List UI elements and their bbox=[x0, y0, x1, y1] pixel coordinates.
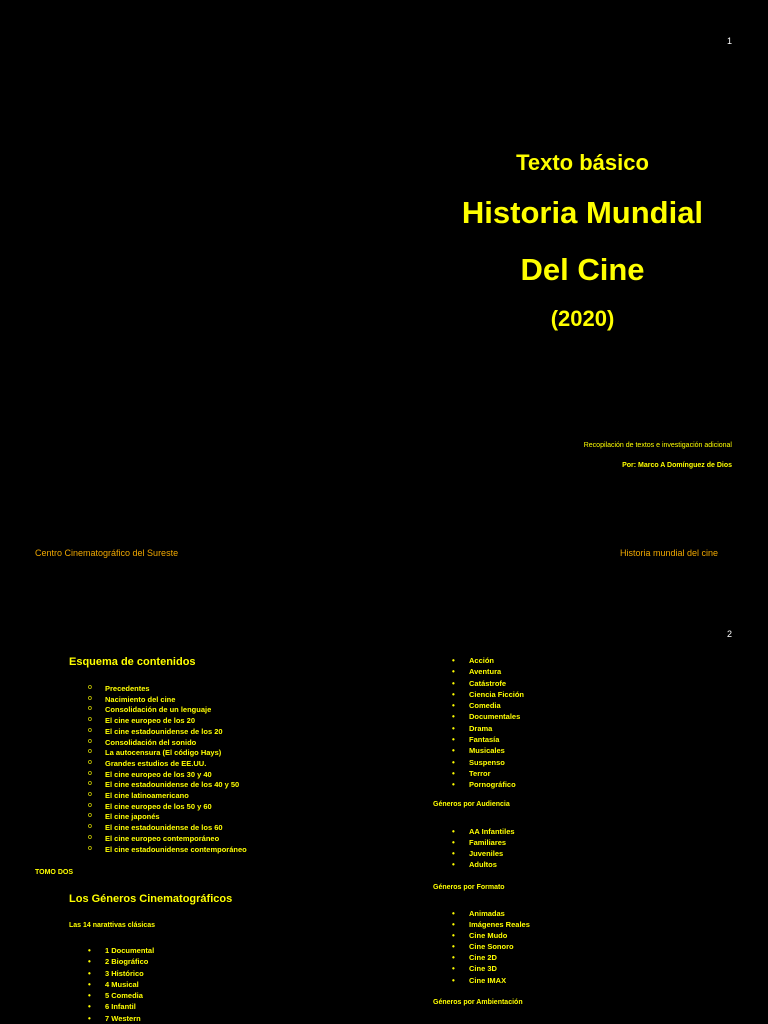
list-item: o Nacimiento del cine bbox=[88, 695, 247, 706]
list-item: • Fantasía bbox=[452, 734, 524, 745]
list-item: • Pornográfico bbox=[452, 779, 524, 790]
list-item: o El cine estadounidense de los 60 bbox=[88, 823, 247, 834]
cover-title-line2: Del Cine bbox=[520, 252, 645, 287]
list-item: • Cine Sonoro bbox=[452, 941, 530, 952]
list-item: • 6 Infantil bbox=[88, 1001, 154, 1012]
list-item: • Cine Mudo bbox=[452, 930, 530, 941]
list-item: • Animadas bbox=[452, 908, 530, 919]
list-item: o Grandes estudios de EE.UU. bbox=[88, 759, 247, 770]
audiencia-title: Géneros por Audiencia bbox=[433, 801, 510, 808]
list-item: o El cine latinoamericano bbox=[88, 791, 247, 802]
list-item: o El cine europeo de los 20 bbox=[88, 716, 247, 727]
list-item: o El cine estadounidense de los 40 y 50 bbox=[88, 780, 247, 791]
list-item: • Acción bbox=[452, 655, 524, 666]
cover-year: (2020) bbox=[550, 306, 615, 331]
list-item: • Cine IMAX bbox=[452, 975, 530, 986]
list-item: • Imágenes Reales bbox=[452, 919, 530, 930]
list-item: • 2 Biográfico bbox=[88, 956, 154, 967]
list-item: o El cine estadounidense contemporáneo bbox=[88, 845, 247, 856]
generos-title: Los Géneros Cinematográficos bbox=[69, 893, 233, 905]
list-item: o El cine europeo contemporáneo bbox=[88, 834, 247, 845]
list-item: • Drama bbox=[452, 723, 524, 734]
list-item: • Ciencia Ficción bbox=[452, 689, 524, 700]
cover-title-line1: Historia Mundial bbox=[461, 195, 704, 230]
list-item: o El cine japonés bbox=[88, 812, 247, 823]
formato-title: Géneros por Formato bbox=[433, 884, 505, 891]
list-item: o Precedentes bbox=[88, 684, 247, 695]
list-item: • AA Infantiles bbox=[452, 826, 515, 837]
list-item: o El cine europeo de los 30 y 40 bbox=[88, 770, 247, 781]
list-item: • Cine 3D bbox=[452, 963, 530, 974]
list-item: • 5 Comedia bbox=[88, 990, 154, 1001]
list-item: • Aventura bbox=[452, 666, 524, 677]
author-credit: Por: Marco A Domínguez de Dios bbox=[622, 462, 732, 469]
esquema-list bbox=[88, 684, 247, 855]
formato-list bbox=[452, 908, 530, 986]
list-item: o El cine estadounidense de los 20 bbox=[88, 727, 247, 738]
page-number: 2 bbox=[726, 629, 732, 639]
list-item: • Comedia bbox=[452, 700, 524, 711]
narrativas-title: Las 14 narattivas clásicas bbox=[69, 922, 156, 929]
narrativas-list bbox=[88, 945, 154, 1024]
list-item: • Juveniles bbox=[452, 848, 515, 859]
list-item: • Cine 2D bbox=[452, 952, 530, 963]
list-item: • 3 Histórico bbox=[88, 968, 154, 979]
page-number: 1 bbox=[726, 36, 732, 46]
list-item: o Consolidación de un lenguaje bbox=[88, 705, 247, 716]
list-item: • Familiares bbox=[452, 837, 515, 848]
list-item: • 4 Musical bbox=[88, 979, 154, 990]
list-item: • 7 Western bbox=[88, 1013, 154, 1024]
compilation-note: Recopilación de textos e investigación adicional bbox=[583, 442, 732, 449]
ambientacion-title: Géneros por Ambientación bbox=[433, 999, 523, 1006]
list-item: • Documentales bbox=[452, 711, 524, 722]
list-item: • Suspenso bbox=[452, 757, 524, 768]
contents-page bbox=[0, 575, 768, 1024]
list-item: o La autocensura (El código Hays) bbox=[88, 748, 247, 759]
footer-left: Centro Cinematográfico del Sureste bbox=[35, 548, 179, 558]
audiencia-list bbox=[452, 826, 515, 870]
esquema-title: Esquema de contenidos bbox=[69, 656, 196, 668]
list-item: • Adultos bbox=[452, 859, 515, 870]
cover-subtitle: Texto básico bbox=[516, 150, 649, 175]
list-item: o Consolidación del sonido bbox=[88, 738, 247, 749]
list-item: • Musicales bbox=[452, 745, 524, 756]
footer-right: Historia mundial del cine bbox=[619, 548, 718, 558]
list-item: • Catástrofe bbox=[452, 678, 524, 689]
tomo-label: TOMO DOS bbox=[35, 869, 73, 876]
list-item: • Terror bbox=[452, 768, 524, 779]
generos-list bbox=[452, 655, 524, 791]
list-item: • 1 Documental bbox=[88, 945, 154, 956]
list-item: o El cine europeo de los 50 y 60 bbox=[88, 802, 247, 813]
